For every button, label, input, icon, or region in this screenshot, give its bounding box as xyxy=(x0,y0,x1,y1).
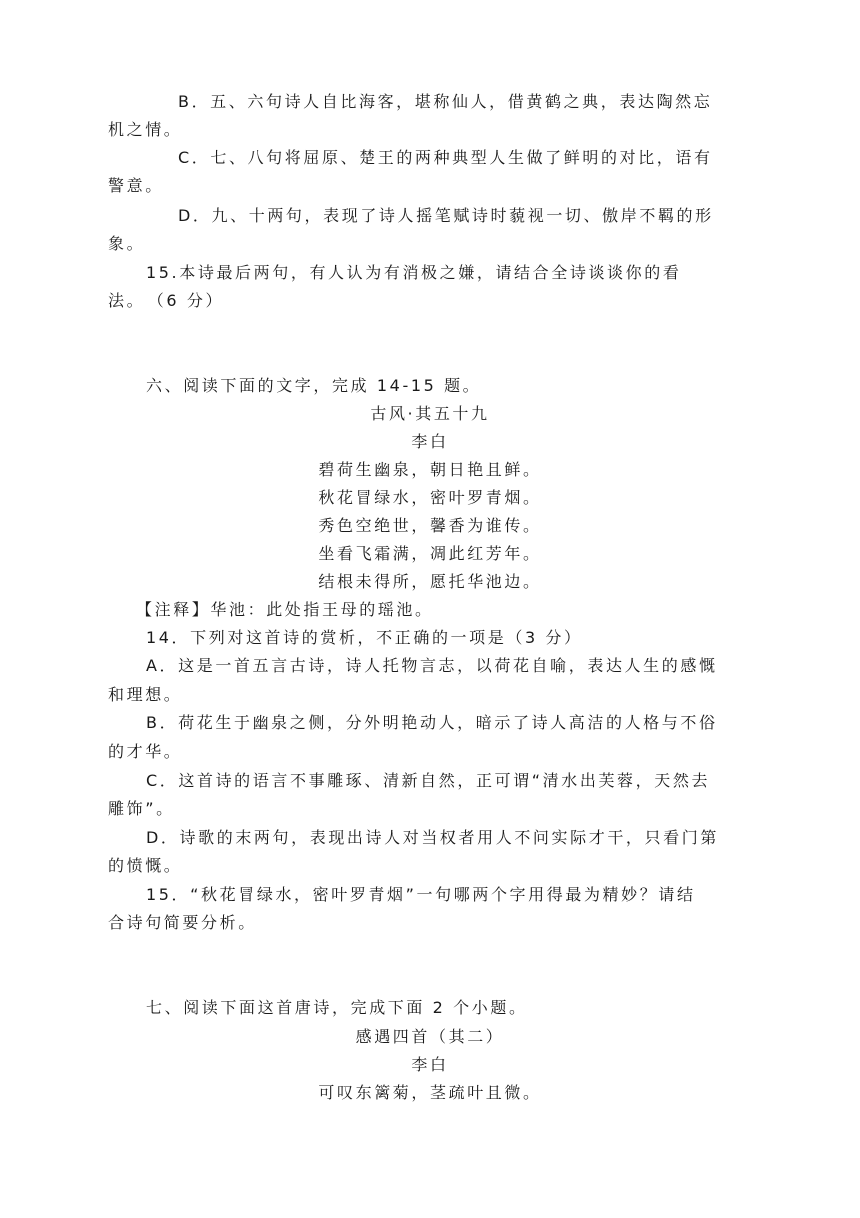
option-c-line1: C．七、八句将屈原、楚王的两种典型人生做了鲜明的对比，语有 xyxy=(178,148,713,167)
option-a-line2: 和理想。 xyxy=(108,685,183,704)
poem-author: 李白 xyxy=(411,1055,449,1074)
option-d-line1: D．九、十两句，表现了诗人摇笔赋诗时藐视一切、傲岸不羁的形 xyxy=(178,206,714,225)
option-d-line1: D．诗歌的末两句，表现出诗人对当权者用人不问实际才干，只看门第 xyxy=(146,828,719,847)
section-7-heading: 七、阅读下面这首唐诗，完成下面 2 个小题。 xyxy=(146,998,528,1017)
option-c-line2: 雕饰”。 xyxy=(108,799,175,818)
poem-author: 李白 xyxy=(411,432,449,451)
option-c-line1: C．这首诗的语言不事雕琢、清新自然，正可谓“清水出芙蓉，天然去 xyxy=(146,771,711,790)
poem-line: 秀色空绝世，馨香为谁传。 xyxy=(318,516,542,535)
poem-line: 可叹东篱菊，茎疏叶且微。 xyxy=(318,1083,542,1102)
poem-title: 古风·其五十九 xyxy=(370,404,490,423)
question-15-line2: 合诗句简要分析。 xyxy=(108,913,257,932)
option-d-line2: 象。 xyxy=(108,234,146,253)
option-b-line1: B．五、六句诗人自比海客，堪称仙人，借黄鹤之典，表达陶然忘 xyxy=(178,92,713,111)
question-15-line1: 15．“秋花冒绿水，密叶罗青烟”一句哪两个字用得最为精妙？请结 xyxy=(146,885,696,904)
annotation-note: 【注释】华池：此处指王母的瑶池。 xyxy=(136,600,434,619)
poem-line: 碧荷生幽泉，朝日艳且鲜。 xyxy=(318,460,542,479)
option-b-line1: B．荷花生于幽泉之侧，分外明艳动人，暗示了诗人高洁的人格与不俗 xyxy=(146,713,718,732)
section-6-heading: 六、阅读下面的文字，完成 14-15 题。 xyxy=(146,376,482,395)
question-15-line1: 15.本诗最后两句，有人认为有消极之嫌，请结合全诗谈谈你的看 xyxy=(146,263,682,282)
option-b-line2: 的才华。 xyxy=(108,742,183,761)
option-b-line2: 机之情。 xyxy=(108,120,183,139)
question-15-line2: 法。 （6 分） xyxy=(108,291,225,310)
option-c-line2: 警意。 xyxy=(108,176,164,195)
poem-title: 感遇四首（其二） xyxy=(355,1027,505,1046)
option-a-line1: A．这是一首五言古诗，诗人托物言志，以荷花自喻，表达人生的感慨 xyxy=(146,656,718,675)
poem-line: 秋花冒绿水，密叶罗青烟。 xyxy=(318,488,542,507)
option-d-line2: 的愤慨。 xyxy=(108,856,183,875)
poem-line: 结根未得所，愿托华池边。 xyxy=(318,572,542,591)
question-14: 14．下列对这首诗的赏析，不正确的一项是（3 分） xyxy=(146,628,583,647)
poem-line: 坐看飞霜满，凋此红芳年。 xyxy=(318,544,542,563)
